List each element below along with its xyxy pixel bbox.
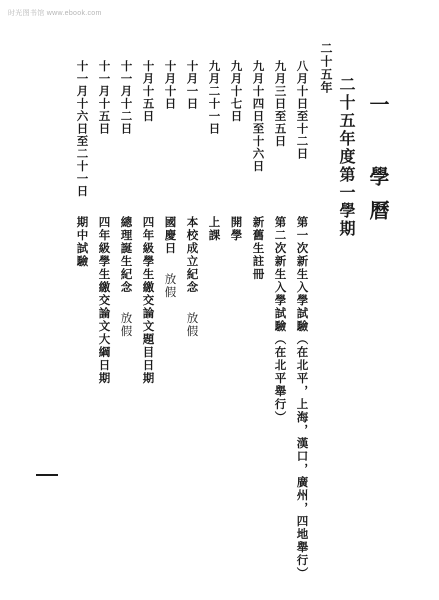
entry-event-text: 第二次新生入學試驗（在北平舉行） — [273, 216, 288, 424]
entry-event — [208, 216, 220, 242]
entry-date: 十一月十二日 — [119, 60, 134, 135]
watermark-text: 时光图书馆 www.ebook.com — [8, 10, 102, 17]
entry-event — [120, 216, 132, 338]
entry-date: 八月十日至十二日 — [295, 60, 310, 160]
entry-event-text: 總理誕生紀念 — [119, 216, 134, 294]
entry-date: 九月二十一日 — [207, 60, 222, 135]
entry-event — [142, 216, 154, 385]
entry-event-text: 上課 — [207, 216, 222, 242]
entry-date: 九月十四日至十六日 — [251, 60, 266, 173]
entry-event-text: 國慶日 — [163, 216, 178, 255]
entry-note: 放假 — [119, 312, 134, 338]
entry-event — [98, 216, 110, 385]
year-label: 二十五年 — [319, 42, 333, 94]
entry-event-text: 第一次新生入學試驗（在北平，上海，漢口，廣州，四地舉行） — [295, 216, 310, 580]
entry-event — [274, 216, 286, 424]
entry-event-text: 開學 — [229, 216, 244, 242]
chapter-title: 一 學曆 — [366, 94, 390, 234]
entry-date: 十一月十五日 — [97, 60, 112, 135]
entry-date: 十月一日 — [185, 60, 200, 110]
page-number — [36, 474, 58, 476]
entry-event-text: 四年級學生繳交論文題目日期 — [141, 216, 156, 385]
entry-event-text: 期中試驗 — [75, 216, 90, 268]
entry-event — [186, 216, 198, 338]
entry-note: 放假 — [163, 273, 178, 299]
entry-event — [76, 216, 88, 268]
entry-date: 十月十五日 — [141, 60, 156, 123]
entry-date: 九月三日至五日 — [273, 60, 288, 148]
entry-date: 九月十七日 — [229, 60, 244, 123]
entry-event — [252, 216, 264, 281]
entry-event — [164, 216, 176, 299]
entry-event-text: 四年級學生繳交論文大綱日期 — [97, 216, 112, 385]
entry-event — [230, 216, 242, 242]
entry-event-text: 新舊生註冊 — [251, 216, 266, 281]
entry-date: 十月十日 — [163, 60, 178, 110]
entry-event-text: 本校成立紀念 — [185, 216, 200, 294]
entry-event — [296, 216, 308, 580]
entry-note: 放假 — [185, 312, 200, 338]
entry-date: 十一月十六日至二十一日 — [75, 60, 90, 198]
term-heading: 二十五年度第一學期 — [337, 76, 356, 238]
